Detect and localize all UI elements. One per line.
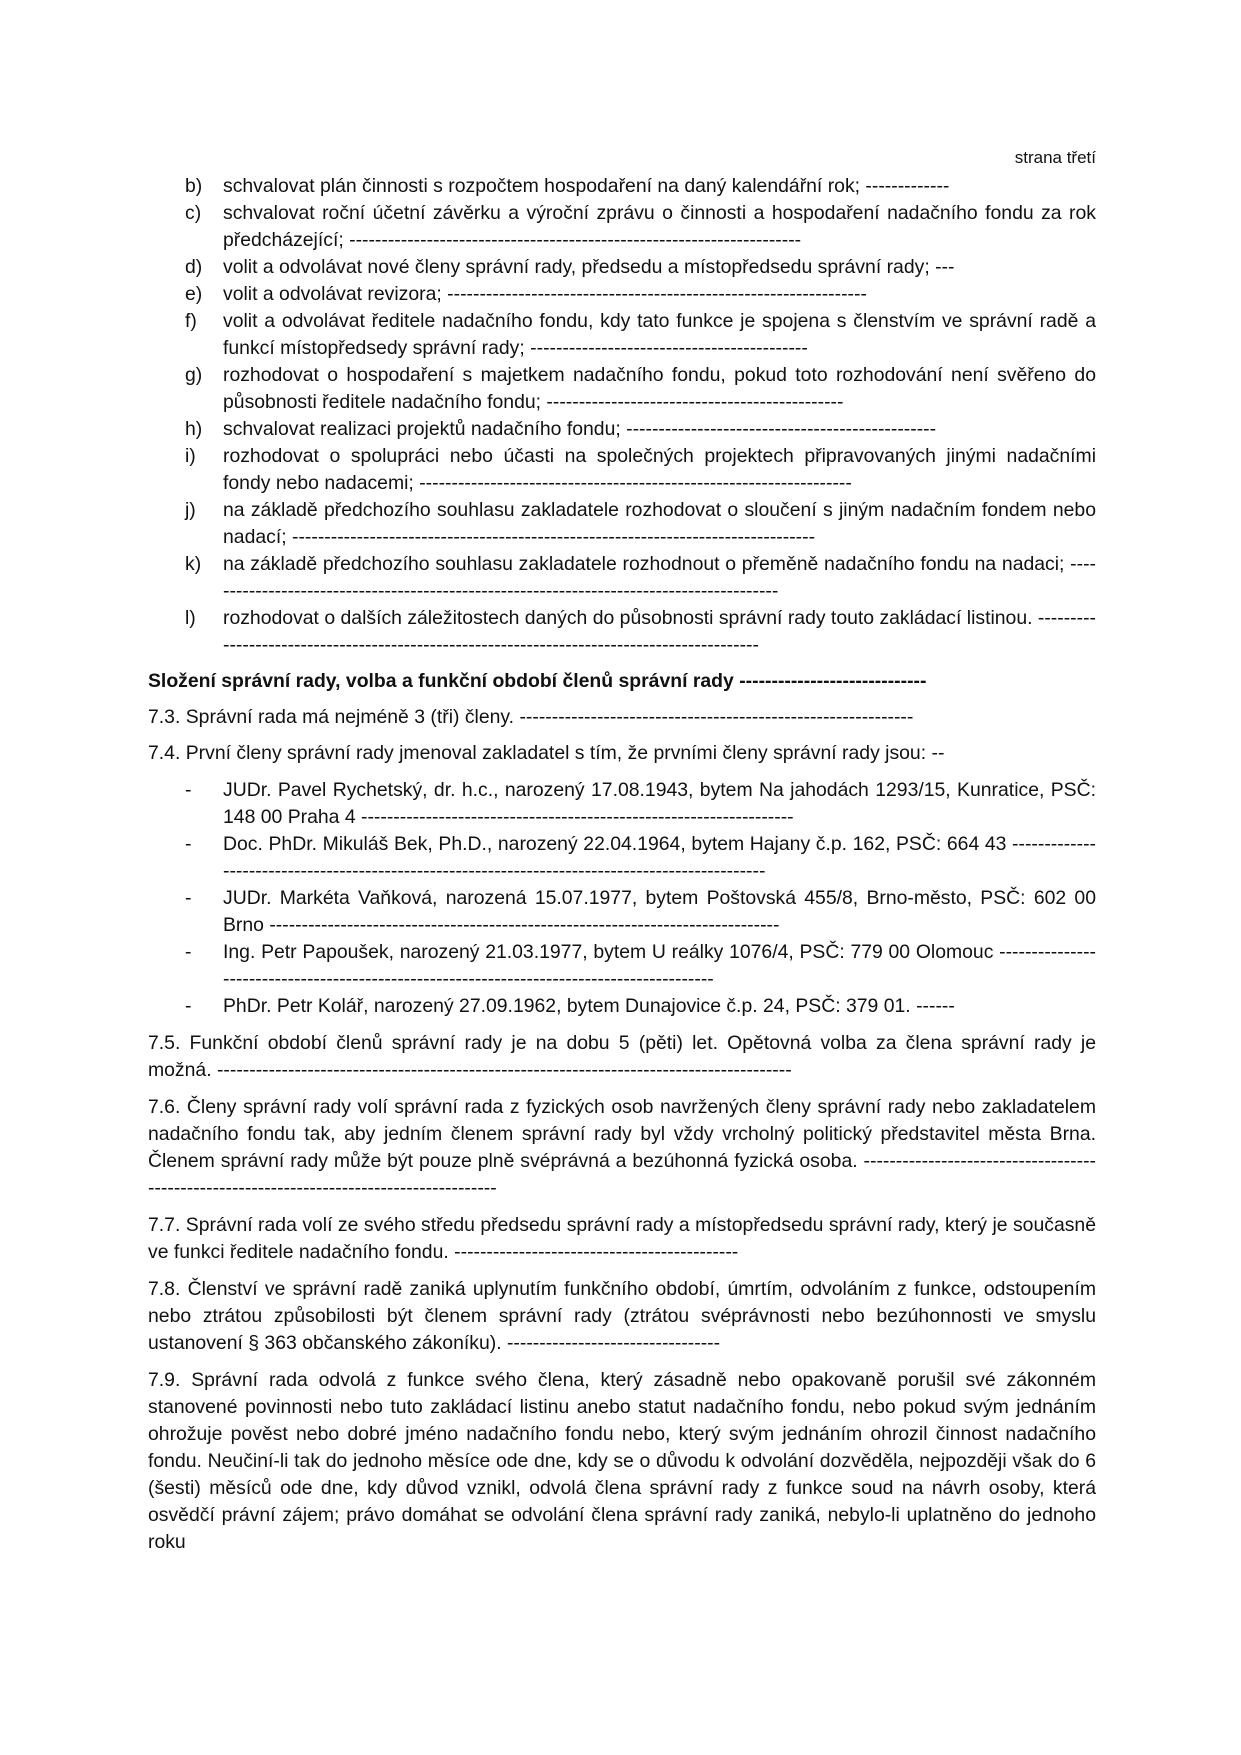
list-marker: i): [185, 445, 196, 467]
page-number: strana třetí: [1014, 148, 1096, 167]
list-item-text: na základě předchozího souhlasu zakladatele rozhodnout o přeměně nadačního fondu na nadaci; ------------------------------------------------------------------------------------------: [223, 553, 1096, 602]
list-item: [148, 362, 1096, 416]
list-marker: h): [185, 418, 203, 440]
list-marker: -: [185, 779, 192, 801]
member-item: [148, 831, 1096, 885]
list-marker: -: [185, 887, 192, 909]
member-item: [148, 939, 1096, 993]
list-marker: -: [185, 941, 192, 963]
list-item: [148, 200, 1096, 254]
list-marker: j): [185, 499, 196, 521]
list-marker: -: [185, 833, 192, 855]
list-item-text: rozhodovat o hospodaření s majetkem nadačního fondu, pokud toto rozhodování není svěřeno do působnosti ředitele nadačního fondu; ----------------------------------------------: [223, 364, 1096, 413]
list-item-text: schvalovat plán činnosti s rozpočtem hospodaření na daný kalendářní rok; -------------: [223, 175, 950, 197]
paragraph-7-9: 7.9. Správní rada odvolá z funkce svého člena, který zásadně nebo opakovaně porušil své zákonném stanovené povinnosti nebo tuto zakládací listinu anebo statut nadačního fondu, nebo pokud svým jednáním ohrožuje pověst nebo dobré jméno nadačního fondu nebo, který svým jednáním ohrozil činnost nadačního fondu. Neučiní-li tak do jednoho měsíce ode dne, kdy se o důvodu k odvolání dozvěděla, nejpozději však do 6 (šesti) měsíců ode dne, kdy důvod vznikl, odvolá člena správní rady z funkce soud na návrh osoby, která osvědčí právní zájem; právo domáhat se odvolání člena správní rady zaniká, nebylo-li uplatněno do jednoho roku: [148, 1369, 1096, 1553]
list-marker: g): [185, 364, 203, 386]
list-marker: k): [185, 553, 202, 575]
list-item: [148, 497, 1096, 551]
member-text: JUDr. Markéta Vaňková, narozená 15.07.1977, bytem Poštovská 455/8, Brno-město, PSČ: 602 00 Brno -------------------------------------------------------------------------------: [223, 887, 1096, 936]
list-item-text: rozhodovat o spolupráci nebo účasti na společných projektech připravovaných jinými nadačními fondy nebo nadacemi; -------------------------------------------------------------------: [223, 445, 1096, 494]
section-heading: Složení správní rady, volba a funkční období členů správní rady -----------------------------: [148, 670, 927, 692]
list-item-text: volit a odvolávat ředitele nadačního fondu, kdy tato funkce je spojena s členstvím ve správní radě a funkcí místopředsedy správní rady; -------------------------------------------: [223, 310, 1096, 359]
page-content: [148, 173, 1096, 1556]
list-marker: -: [185, 995, 192, 1017]
member-item: [148, 777, 1096, 831]
list-item-text: rozhodovat o dalších záležitostech daných do působnosti správní rady touto zakládací listinou. --------------------------------------------------------------------------------------------: [223, 607, 1097, 656]
paragraph-7-3: 7.3. Správní rada má nejméně 3 (tři) členy. -------------------------------------------------------------: [148, 706, 914, 728]
member-text: Doc. PhDr. Mikuláš Bek, Ph.D., narozený 22.04.1964, bytem Hajany č.p. 162, PSČ: 664 43 -------------------------------------------------------------------------------------------------: [223, 833, 1096, 882]
paragraph-7-8: 7.8. Členství ve správní radě zaniká uplynutím funkčního období, úmrtím, odvoláním z funkce, odstoupením nebo ztrátou způsobilosti být členem správní rady (ztrátou svéprávnosti nebo bezúhonnosti ve smyslu ustanovení § 363 občanského zákoníku). ---------------------------------: [148, 1278, 1096, 1354]
list-item: [148, 416, 1096, 443]
list-item: [148, 308, 1096, 362]
list-item-text: na základě předchozího souhlasu zakladatele rozhodovat o sloučení s jiným nadačním fondem nebo nadací; ---------------------------------------------------------------------------------: [223, 499, 1096, 548]
list-item: [148, 443, 1096, 497]
members-list: [148, 777, 1096, 1020]
member-item: [148, 885, 1096, 939]
member-text: PhDr. Petr Kolář, narozený 27.09.1962, bytem Dunajovice č.p. 24, PSČ: 379 01. ------: [223, 995, 955, 1017]
list-marker: e): [185, 283, 203, 305]
list-item-text: schvalovat realizaci projektů nadačního fondu; ------------------------------------------------: [223, 418, 937, 440]
list-item: [148, 254, 1096, 281]
list-marker: b): [185, 175, 203, 197]
paragraph-7-4: 7.4. První členy správní rady jmenoval zakladatel s tím, že prvními členy správní rady jsou: --: [148, 742, 945, 764]
list-item-text: volit a odvolávat nové členy správní rady, předsedu a místopředsedu správní rady; ---: [223, 256, 955, 278]
member-text: JUDr. Pavel Rychetský, dr. h.c., narozený 17.08.1943, bytem Na jahodách 1293/15, Kunratice, PSČ: 148 00 Praha 4 -------------------------------------------------------------------: [223, 779, 1096, 828]
paragraph-7-5: 7.5. Funkční období členů správní rady je na dobu 5 (pěti) let. Opětovná volba za člena správní rady je možná. -----------------------------------------------------------------------------------------: [148, 1032, 1096, 1081]
list-item: [148, 173, 1096, 200]
list-item-text: schvalovat roční účetní závěrku a výroční zprávu o činnosti a hospodaření nadačního fondu za rok předcházející; ----------------------------------------------------------------------: [223, 202, 1096, 251]
powers-list: [148, 173, 1096, 659]
list-item-text: volit a odvolávat revizora; -----------------------------------------------------------------: [223, 283, 867, 305]
member-text: Ing. Petr Papoušek, narozený 21.03.1977, bytem U reálky 1076/4, PSČ: 779 00 Olomouc -------------------------------------------------------------------------------------------: [223, 941, 1096, 990]
list-item: [148, 605, 1096, 659]
paragraph-7-6: 7.6. Členy správní rady volí správní rada z fyzických osob navržených členy správní rady nebo zakladatelem nadačního fondu tak, aby jedním členem správní rady byl vždy vrcholný politický představitel města Brna. Členem správní rady může být pouze plně svéprávná a bezúhonná fyzická osoba. ------------------------------------------------------------------------------------------: [148, 1096, 1096, 1199]
list-marker: d): [185, 256, 203, 278]
list-item: [148, 281, 1096, 308]
member-item: [148, 993, 1096, 1020]
paragraph-7-7: 7.7. Správní rada volí ze svého středu předsedu správní rady a místopředsedu správní rady, který je současně ve funkci ředitele nadačního fondu. --------------------------------------------: [148, 1214, 1096, 1263]
list-marker: l): [185, 607, 196, 629]
list-marker: f): [185, 310, 197, 332]
list-item: [148, 551, 1096, 605]
list-marker: c): [185, 202, 202, 224]
